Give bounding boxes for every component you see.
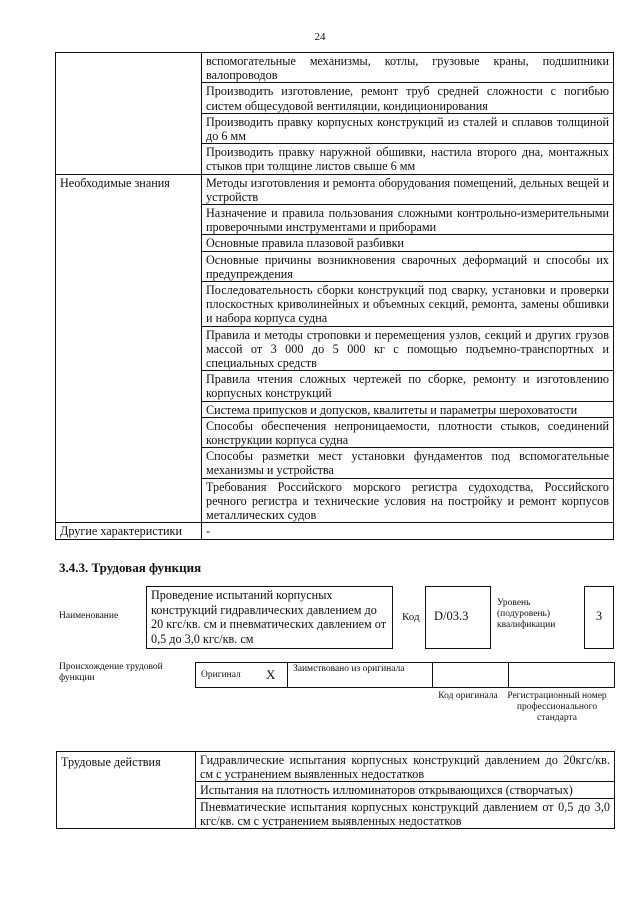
skills-label-cell (56, 53, 202, 175)
level-box (584, 586, 614, 649)
table-row (56, 174, 614, 204)
knowledge-cell: Способы разметки мест установки фундаментов под вспомогательные механизмы и устройства (202, 448, 614, 478)
skills-cell: Производить изготовление, ремонт труб средней сложности с погибью систем общесудовой вентиляции, кондиционирования (202, 83, 614, 113)
action-cell: Пневматические испытания корпусных конструкций давлением от 0,5 до 3,0 кгс/кв. см с устранением выявленных недостатков (196, 798, 615, 828)
function-name-value: Проведение испытаний корпусных конструкций гидравлических давлением до 20 кгс/кв. см и пневматических давлением от 0,5 до 3,0 кгс/кв. см (151, 588, 387, 646)
original-mark: X (266, 667, 276, 682)
level-label: Уровень (подуровень) квалификации (497, 598, 556, 630)
skills-cell: Производить правку корпусных конструкций из сталей и сплавов толщиной до 6 мм (202, 113, 614, 143)
knowledge-cell: Методы изготовления и ремонта оборудования помещений, дельных вещей и устройств (202, 174, 614, 204)
knowledge-cell: Способы обеспечения непроницаемости, плотности стыков, соединений конструкции корпуса судна (202, 417, 614, 447)
table-row (57, 752, 615, 782)
code-box (425, 586, 491, 649)
action-cell: Испытания на плотность иллюминаторов открывающихся (створчатых) (196, 782, 615, 798)
other-label: Другие характеристики (56, 523, 202, 539)
table-row (56, 523, 614, 539)
origin-label: Происхождение трудовой функции (59, 662, 163, 683)
knowledge-label: Необходимые знания (56, 174, 202, 523)
origin-divider (508, 663, 509, 687)
origin-box (195, 662, 615, 688)
table-row (56, 53, 614, 83)
action-cell: Гидравлические испытания корпусных конструкций давлением до 20кгс/кв. см с устранением выявленных недостатков (196, 752, 615, 782)
borrowed-label: Заимствовано из оригинала (293, 664, 405, 674)
function-name-box (146, 586, 393, 649)
knowledge-cell: Правила чтения сложных чертежей по сборке, ремонту и изготовлению корпусных конструкций (202, 371, 614, 401)
code-original-caption: Код оригинала (438, 691, 498, 701)
reg-number-caption: Регистрационный номер профессионального стандарта (507, 691, 607, 723)
skills-table (55, 52, 614, 540)
knowledge-cell: Назначение и правила пользования сложными контрольно-измерительными проверочными инструментами и приборами (202, 205, 614, 235)
actions-table (56, 751, 615, 829)
section-heading: 3.4.3. Трудовая функция (59, 560, 202, 575)
code-value: D/03.3 (434, 609, 469, 623)
origin-divider (287, 663, 288, 687)
level-value: 3 (595, 609, 603, 623)
knowledge-cell: Основные правила плазовой разбивки (202, 235, 614, 251)
skills-cell: вспомогательные механизмы, котлы, грузовые краны, подшипники валопроводов (202, 53, 614, 83)
code-label: Код (402, 611, 420, 623)
origin-divider (432, 663, 433, 687)
knowledge-cell: Система припусков и допусков, квалитеты и параметры шероховатости (202, 401, 614, 417)
knowledge-cell: Основные причины возникновения сварочных деформаций и способы их предупреждения (202, 251, 614, 281)
knowledge-cell: Требования Российского морского регистра судоходства, Российского речного регистра и технические условия на постройку и ремонт корпусов металлических судов (202, 478, 614, 523)
skills-cell: Производить правку наружной обшивки, настила второго дна, монтажных стыков при толщине листов свыше 6 мм (202, 144, 614, 174)
knowledge-cell: Последовательность сборки конструкций под сварку, установки и проверки плоскостных криволинейных и объемных секций, ремонта, замены обшивки и набора корпуса судна (202, 282, 614, 327)
other-value: - (202, 523, 614, 539)
knowledge-cell: Правила и методы строповки и перемещения узлов, секций и других грузов массой от 3 000 до 5 000 кг с помощью подъемно-транспортных и специальных средств (202, 326, 614, 371)
original-label: Оригинал (201, 670, 241, 680)
page-number: 24 (314, 31, 326, 43)
name-label: Наименование (59, 611, 119, 621)
actions-label: Трудовые действия (57, 752, 196, 829)
